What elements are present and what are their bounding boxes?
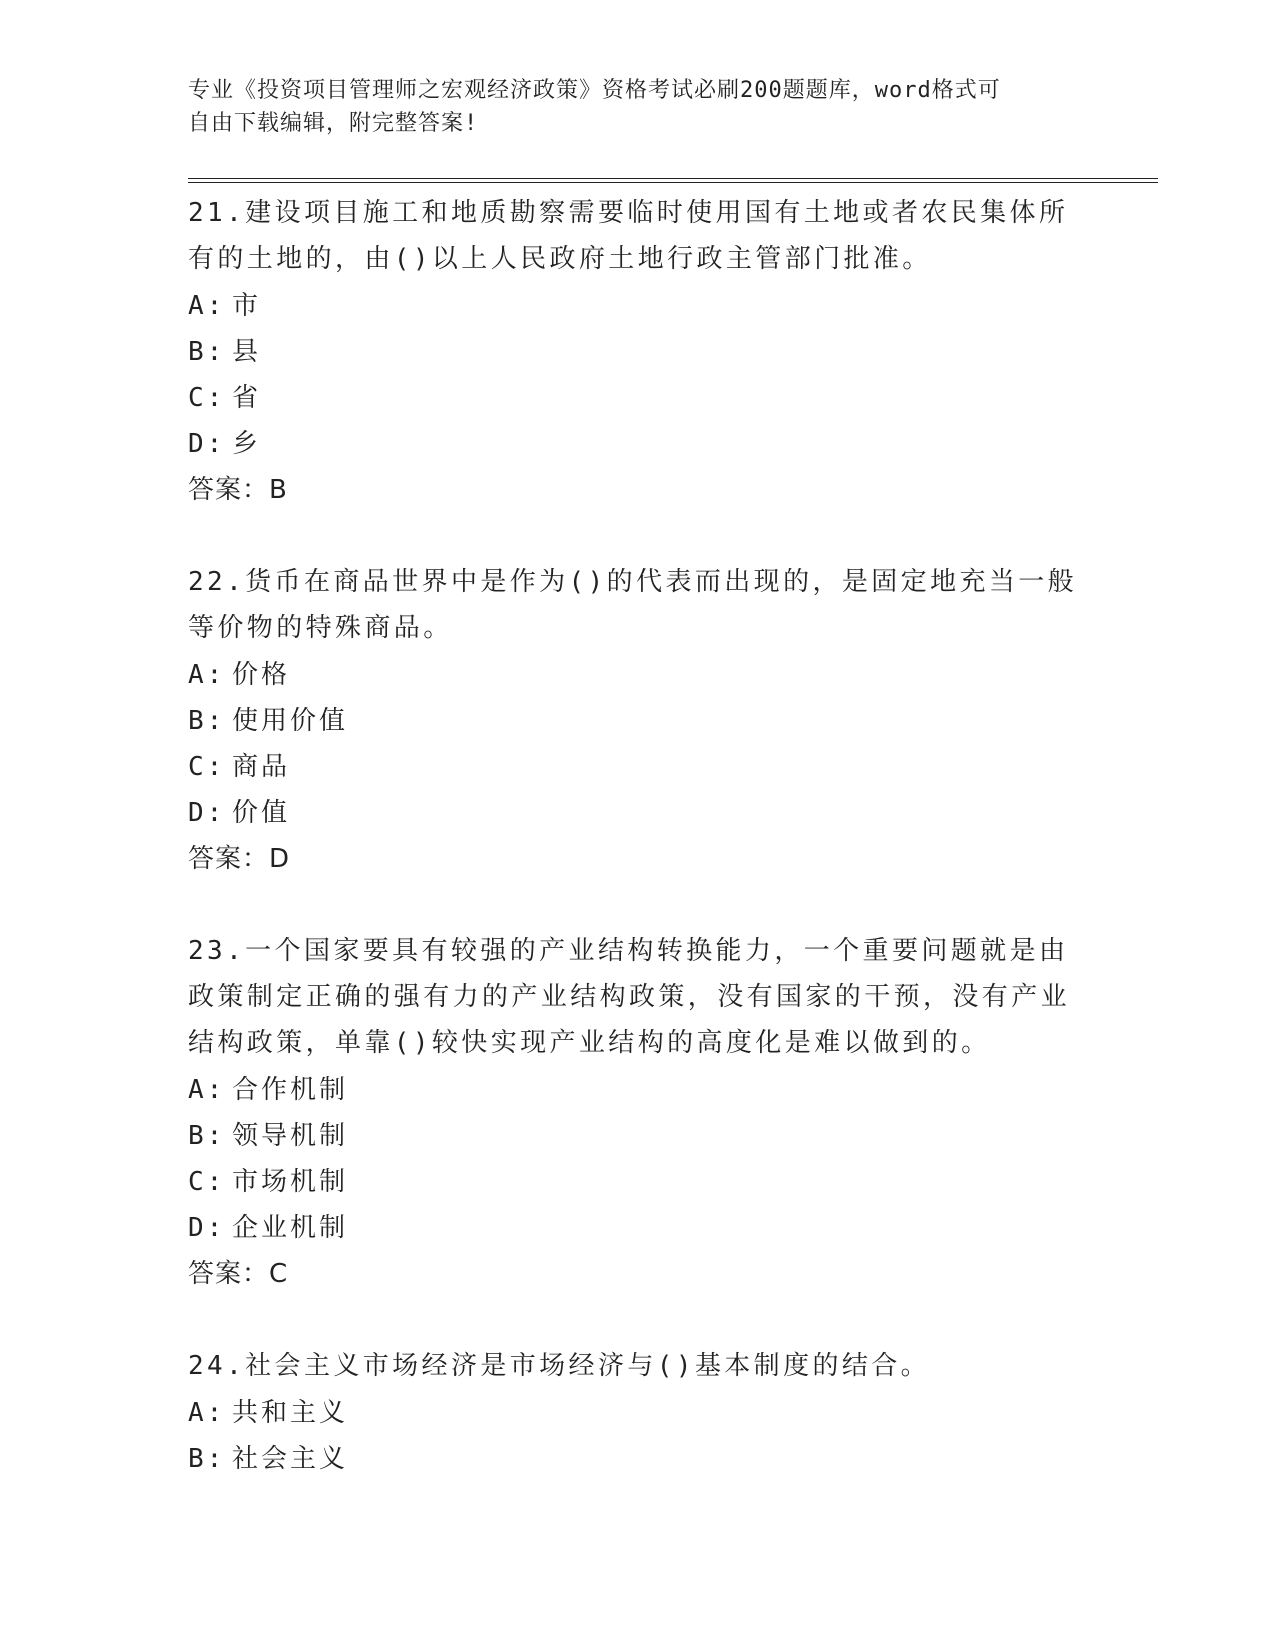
option-label: C:: [188, 383, 226, 413]
option-text: 领导机制: [232, 1121, 349, 1151]
header-line-1: 专业《投资项目管理师之宏观经济政策》资格考试必刷200题题库，word格式可: [188, 78, 1001, 103]
option-d: [188, 790, 1088, 836]
question-text: 22.货币在商品世界中是作为()的代表而出现的，是固定地充当一般等价物的特殊商品。: [188, 567, 1078, 643]
option-d: [188, 1205, 1088, 1251]
option-label: A:: [188, 660, 226, 690]
question-21: [188, 190, 1088, 513]
option-a: [188, 283, 1088, 329]
option-text: 合作机制: [232, 1075, 349, 1105]
question-list: [188, 190, 1088, 1528]
header-line-2: 自由下载编辑，附完整答案!: [188, 111, 479, 136]
option-label: D:: [188, 1213, 226, 1243]
option-label: B:: [188, 1444, 226, 1474]
option-text: 市场机制: [232, 1167, 349, 1197]
option-label: A:: [188, 1398, 226, 1428]
option-text: 县: [232, 337, 262, 367]
question-24: [188, 1343, 1088, 1482]
option-text: 价格: [232, 660, 291, 690]
option-label: C:: [188, 1167, 226, 1197]
option-c: [188, 744, 1088, 790]
option-label: C:: [188, 752, 226, 782]
header-divider: [188, 178, 1158, 183]
option-text: 商品: [232, 752, 291, 782]
option-label: B:: [188, 1121, 226, 1151]
question-23: [188, 928, 1088, 1297]
question-text: 21.建设项目施工和地质勘察需要临时使用国有土地或者农民集体所有的土地的，由()以上人民政府土地行政主管部门批准。: [188, 198, 1069, 274]
question-22: [188, 559, 1088, 882]
option-label: D:: [188, 429, 226, 459]
option-label: B:: [188, 337, 226, 367]
option-b: [188, 698, 1088, 744]
option-text: 价值: [232, 798, 291, 828]
answer-line: 答案：C: [188, 1259, 289, 1289]
option-c: [188, 375, 1088, 421]
option-text: 乡: [232, 429, 262, 459]
option-b: [188, 1436, 1088, 1482]
option-text: 企业机制: [232, 1213, 349, 1243]
option-b: [188, 329, 1088, 375]
option-label: A:: [188, 1075, 226, 1105]
answer-line: 答案：B: [188, 475, 288, 505]
option-text: 使用价值: [232, 706, 349, 736]
option-label: D:: [188, 798, 226, 828]
answer-line: 答案：D: [188, 844, 291, 874]
question-text: 23.一个国家要具有较强的产业结构转换能力，一个重要问题就是由政策制定正确的强有力的产业结构政策，没有国家的干预，没有产业结构政策，单靠()较快实现产业结构的高度化是难以做到的。: [188, 936, 1071, 1058]
option-b: [188, 1113, 1088, 1159]
option-label: B:: [188, 706, 226, 736]
document-header: [188, 74, 1088, 140]
option-text: 共和主义: [232, 1398, 349, 1428]
option-text: 市: [232, 291, 262, 321]
option-a: [188, 652, 1088, 698]
option-text: 社会主义: [232, 1444, 349, 1474]
question-text: 24.社会主义市场经济是市场经济与()基本制度的结合。: [188, 1351, 931, 1381]
option-c: [188, 1159, 1088, 1205]
option-text: 省: [232, 383, 262, 413]
option-d: [188, 421, 1088, 467]
option-a: [188, 1067, 1088, 1113]
option-label: A:: [188, 291, 226, 321]
option-a: [188, 1390, 1088, 1436]
